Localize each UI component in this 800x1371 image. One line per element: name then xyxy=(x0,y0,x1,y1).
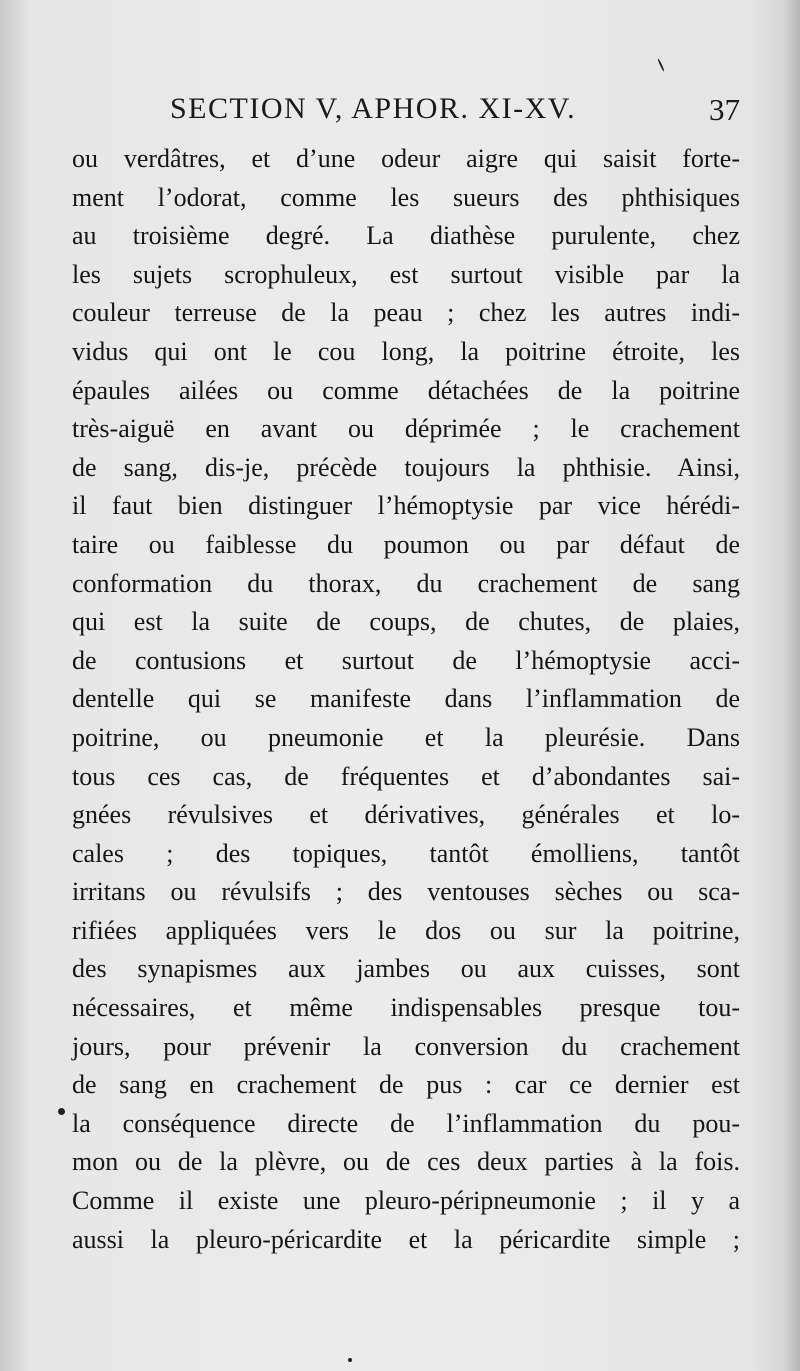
page-header xyxy=(170,92,740,136)
text-line: tous ces cas, de fréquentes et d’abondantes sai- xyxy=(72,761,740,791)
running-head: SECTION V, APHOR. XI-XV. xyxy=(170,92,577,125)
text-line: de contusions et surtout de l’hémoptysie acci- xyxy=(72,645,740,675)
text-line: irritans ou révulsifs ; des ventouses sèches ou sca- xyxy=(72,877,740,907)
text-line: ou verdâtres, et d’une odeur aigre qui saisit forte- xyxy=(72,144,740,173)
ink-speck xyxy=(657,58,665,72)
text-line: au troisième degré. La diathèse purulente, chez xyxy=(72,221,740,251)
text-line: conformation du thorax, du crachement de sang xyxy=(72,568,740,598)
page-number: 37 xyxy=(709,92,740,127)
text-line: jours, pour prévenir la conversion du crachement xyxy=(72,1031,740,1061)
text-line: couleur terreuse de la peau ; chez les autres indi- xyxy=(72,298,740,328)
text-line: épaules ailées ou comme détachées de la poitrine xyxy=(72,375,740,405)
text-line: il faut bien distinguer l’hémoptysie par vice hérédi- xyxy=(72,491,740,521)
text-line: aussi la pleuro-péricardite et la péricardite simple ; xyxy=(72,1224,740,1254)
text-line: ment l’odorat, comme les sueurs des phthisiques xyxy=(72,182,740,212)
text-line: poitrine, ou pneumonie et la pleurésie. Dans xyxy=(72,722,740,752)
text-line: qui est la suite de coups, de chutes, de plaies, xyxy=(72,607,740,637)
text-line: vidus qui ont le cou long, la poitrine étroite, les xyxy=(72,336,740,366)
text-line: nécessaires, et même indispensables presque tou- xyxy=(72,993,740,1023)
page-edge-shadow xyxy=(782,0,800,1371)
text-line: Comme il existe une pleuro-péripneumonie ; il y a xyxy=(72,1186,740,1216)
text-line: rifiées appliquées vers le dos ou sur la poitrine, xyxy=(72,915,740,945)
ink-speck xyxy=(348,1358,352,1362)
text-line: gnées révulsives et dérivatives, générales et lo- xyxy=(72,800,740,830)
text-line: de sang en crachement de pus : car ce dernier est xyxy=(72,1070,740,1100)
text-line: la conséquence directe de l’inflammation du pou- xyxy=(72,1108,740,1138)
text-line: dentelle qui se manifeste dans l’inflammation de xyxy=(72,684,740,714)
text-line: cales ; des topiques, tantôt émolliens, tantôt xyxy=(72,838,740,868)
text-line: mon ou de la plèvre, ou de ces deux parties à la fois. xyxy=(72,1147,740,1177)
body-text xyxy=(72,140,740,1259)
text-line: de sang, dis-je, précède toujours la phthisie. Ainsi, xyxy=(72,452,740,482)
text-line: des synapismes aux jambes ou aux cuisses, sont xyxy=(72,954,740,984)
text-line: très-aiguë en avant ou déprimée ; le crachement xyxy=(72,414,740,444)
text-line: les sujets scrophuleux, est surtout visible par la xyxy=(72,259,740,289)
text-line: taire ou faiblesse du poumon ou par défaut de xyxy=(72,529,740,559)
ink-speck xyxy=(58,1108,65,1115)
